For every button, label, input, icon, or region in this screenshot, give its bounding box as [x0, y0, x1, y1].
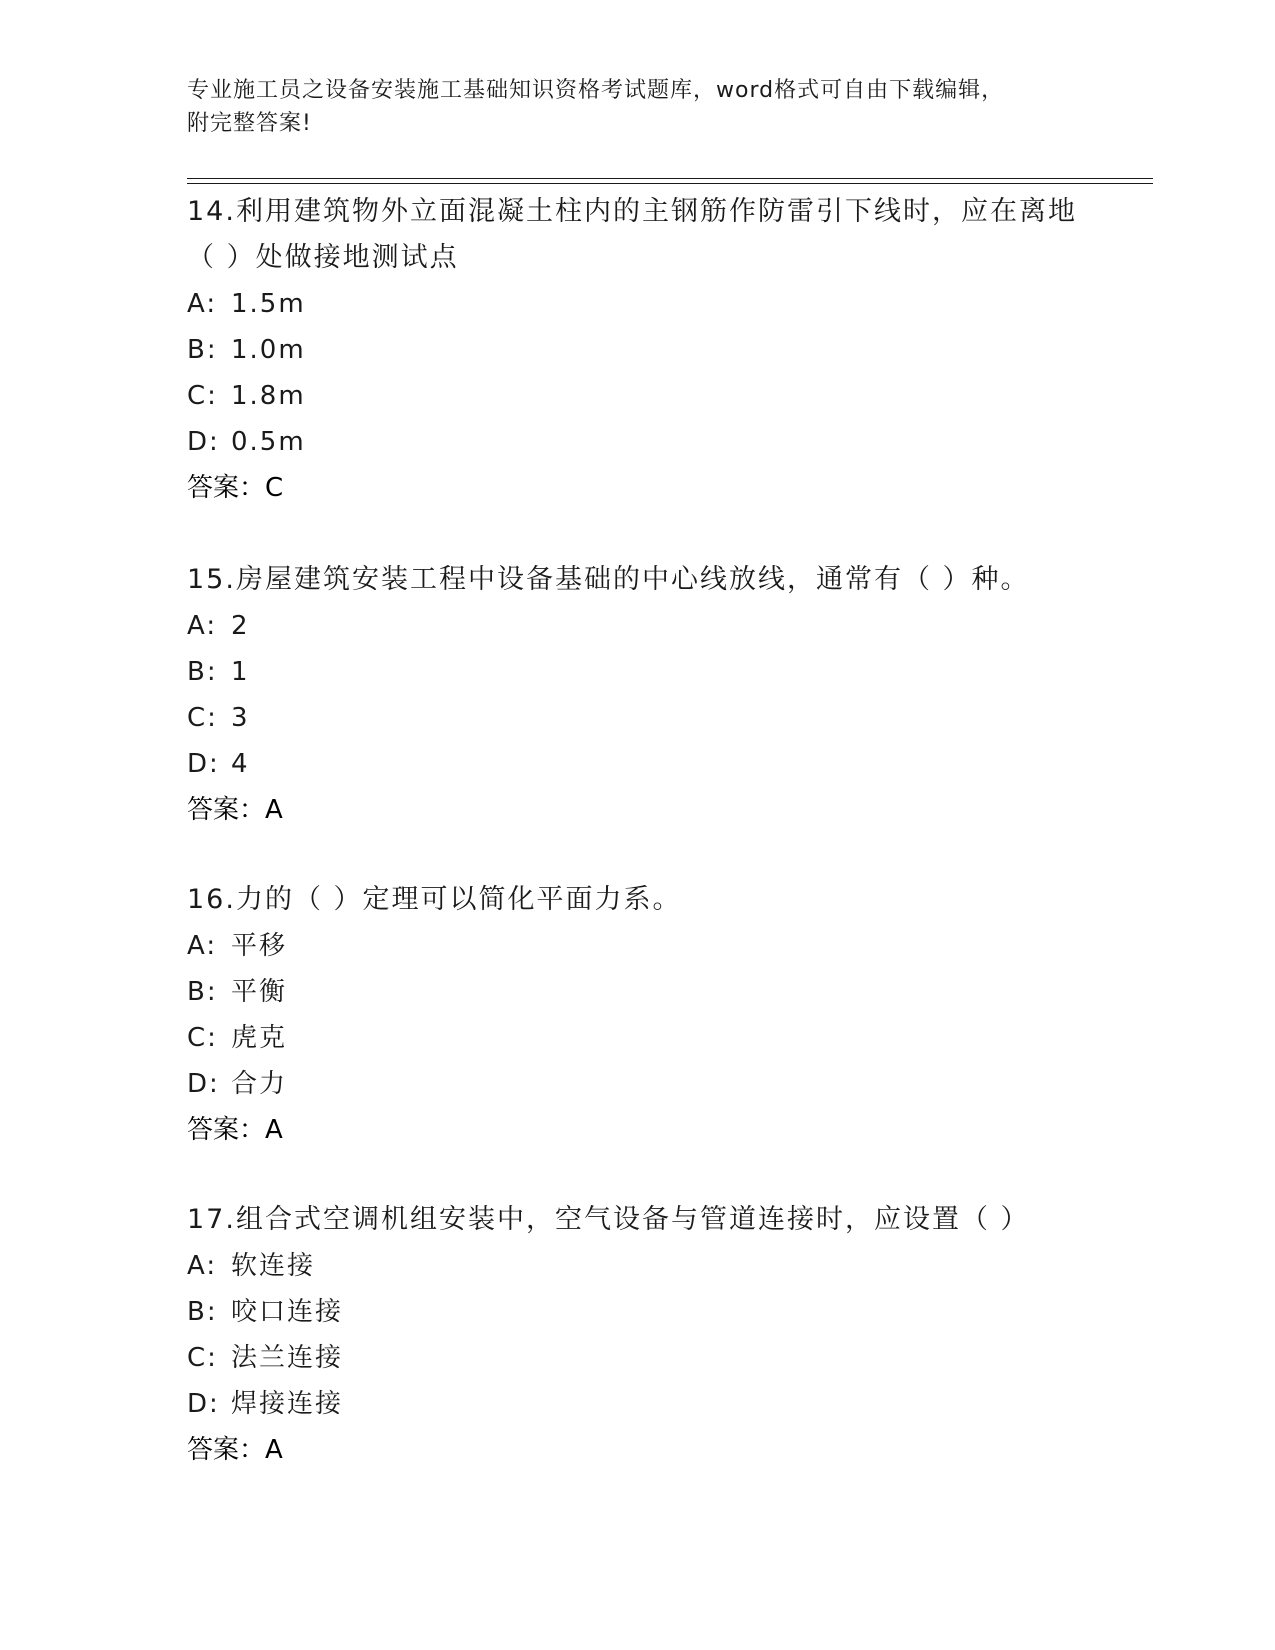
question-text: 17.组合式空调机组安装中，空气设备与管道连接时，应设置（ ） [187, 1204, 1030, 1235]
option-letter: A: [187, 611, 218, 641]
option-text: 1.8m [231, 381, 306, 411]
question-text-continued: （ ）处做接地测试点 [187, 242, 459, 273]
option-a [187, 603, 1087, 649]
option-b [187, 969, 1087, 1015]
option-text: 1 [231, 657, 250, 687]
option-letter: A: [187, 289, 218, 319]
option-letter: C: [187, 1343, 218, 1373]
option-c [187, 1015, 1087, 1061]
option-text: 2 [231, 611, 250, 641]
option-d [187, 1061, 1087, 1107]
question-text: 15.房屋建筑安装工程中设备基础的中心线放线，通常有（ ）种。 [187, 564, 1030, 595]
option-d [187, 741, 1087, 787]
option-text: 0.5m [231, 427, 306, 457]
option-letter: B: [187, 335, 218, 365]
option-letter: A: [187, 1251, 218, 1281]
option-text: 平衡 [231, 977, 288, 1007]
option-text: 4 [231, 749, 250, 779]
option-letter: D: [187, 1389, 220, 1419]
option-letter: C: [187, 703, 218, 733]
document-header [187, 74, 1087, 140]
header-divider-bottom [187, 183, 1153, 184]
option-b [187, 1289, 1087, 1335]
option-c [187, 695, 1087, 741]
option-text: 法兰连接 [231, 1343, 344, 1373]
option-d [187, 419, 1087, 465]
option-text: 1.0m [231, 335, 306, 365]
option-text: 平移 [231, 931, 288, 961]
option-text: 咬口连接 [231, 1297, 344, 1327]
option-text: 软连接 [231, 1251, 316, 1281]
option-letter: B: [187, 657, 218, 687]
option-c [187, 373, 1087, 419]
option-letter: C: [187, 1023, 218, 1053]
option-text: 焊接连接 [231, 1389, 344, 1419]
question-14 [187, 189, 1087, 511]
option-a [187, 923, 1087, 969]
answer: 答案：C [187, 473, 284, 503]
option-a [187, 1243, 1087, 1289]
option-letter: A: [187, 931, 218, 961]
header-line-1: 专业施工员之设备安装施工基础知识资格考试题库，word格式可自由下载编辑， [187, 78, 1005, 103]
answer: 答案：A [187, 1115, 283, 1145]
question-17 [187, 1197, 1087, 1473]
option-letter: D: [187, 427, 220, 457]
option-text: 合力 [231, 1069, 288, 1099]
header-line-2: 附完整答案! [187, 111, 312, 136]
option-letter: C: [187, 381, 218, 411]
header-divider-top [187, 178, 1153, 179]
option-text: 虎克 [231, 1023, 288, 1053]
option-b [187, 649, 1087, 695]
option-text: 1.5m [231, 289, 306, 319]
question-16 [187, 877, 1087, 1153]
answer: 答案：A [187, 795, 283, 825]
option-c [187, 1335, 1087, 1381]
option-d [187, 1381, 1087, 1427]
question-15 [187, 557, 1087, 833]
option-text: 3 [231, 703, 250, 733]
option-letter: B: [187, 1297, 218, 1327]
option-a [187, 281, 1087, 327]
option-letter: D: [187, 749, 220, 779]
answer: 答案：A [187, 1435, 283, 1465]
option-letter: B: [187, 977, 218, 1007]
option-letter: D: [187, 1069, 220, 1099]
question-text: 16.力的（ ）定理可以简化平面力系。 [187, 884, 682, 915]
question-text: 14.利用建筑物外立面混凝土柱内的主钢筋作防雷引下线时，应在离地 [187, 196, 1077, 227]
option-b [187, 327, 1087, 373]
